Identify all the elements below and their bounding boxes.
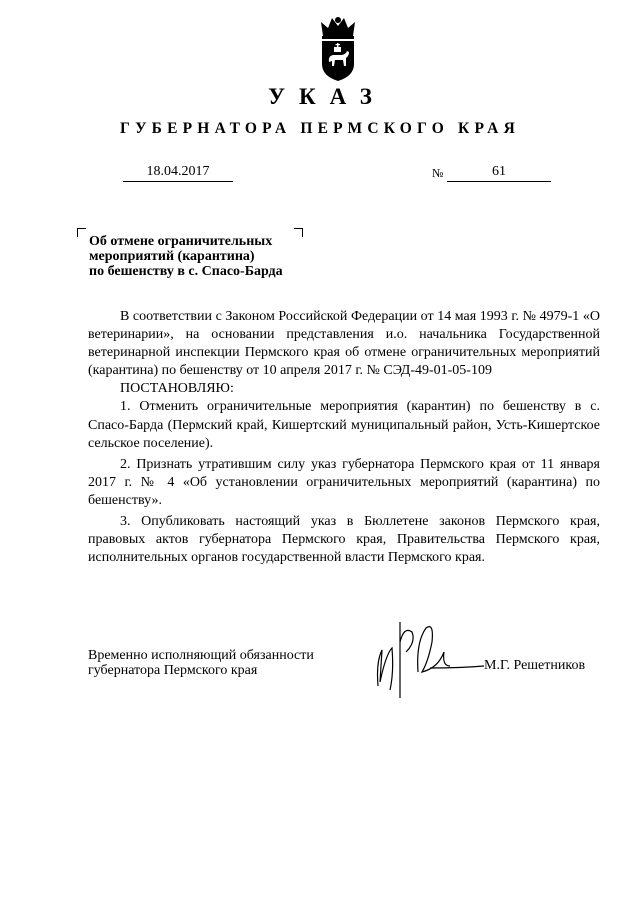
subject-heading bbox=[89, 234, 319, 279]
subject-corner-left bbox=[77, 228, 86, 237]
issuer-title: ГУБЕРНАТОРА ПЕРМСКОГО КРАЯ bbox=[120, 120, 520, 137]
document-date: 18.04.2017 bbox=[123, 163, 233, 182]
decree-item: 2. Признать утратившим силу указ губернатора Пермского края от 11 января 2017 г. № 4 «Об установлении ограничительных мероприятий (карантина) по бешенству». bbox=[88, 456, 600, 508]
decree-body bbox=[88, 308, 600, 567]
signer-position-line: губернатора Пермского края bbox=[88, 663, 258, 678]
preamble-paragraph: В соответствии с Законом Российской Федерации от 14 мая 1993 г. № 4979-1 «О ветеринарии», на основании представления и.о. начальника Государственной ветеринарной инспекции Пермского края об отмене ограничительных мероприятий (карантина) по бешенству от 10 апреля 2017 г. № СЭД-49-01-05-109 bbox=[88, 309, 600, 379]
document-number: 61 bbox=[447, 163, 551, 182]
number-label: № bbox=[432, 166, 444, 180]
signer-position-line: Временно исполняющий обязанности bbox=[88, 648, 314, 663]
decree-word: ПОСТАНОВЛЯЮ: bbox=[120, 381, 234, 397]
decree-item: 3. Опубликовать настоящий указ в Бюллетене законов Пермского края, правовых актов губернатора Пермского края, Правительства Пермского края, исполнительных органов государственной власти Пермского края. bbox=[88, 514, 600, 566]
signer-position bbox=[88, 648, 314, 678]
subject-line: мероприятий (карантина) bbox=[89, 249, 255, 264]
document-type-title: УКАЗ bbox=[268, 84, 386, 109]
coat-of-arms-icon bbox=[315, 14, 361, 82]
signer-name: М.Г. Решетников bbox=[484, 658, 586, 673]
subject-line: Об отмене ограничительных bbox=[89, 234, 273, 249]
decree-item: 1. Отменить ограничительные мероприятия (карантин) по бешенству в с. Спасо-Барда (Пермский край, Кишертский муниципальный район, Усть-Кишертское сельское поселение). bbox=[88, 399, 600, 451]
handwritten-signature bbox=[360, 612, 500, 700]
subject-line: по бешенству в с. Спасо-Барда bbox=[89, 264, 283, 279]
